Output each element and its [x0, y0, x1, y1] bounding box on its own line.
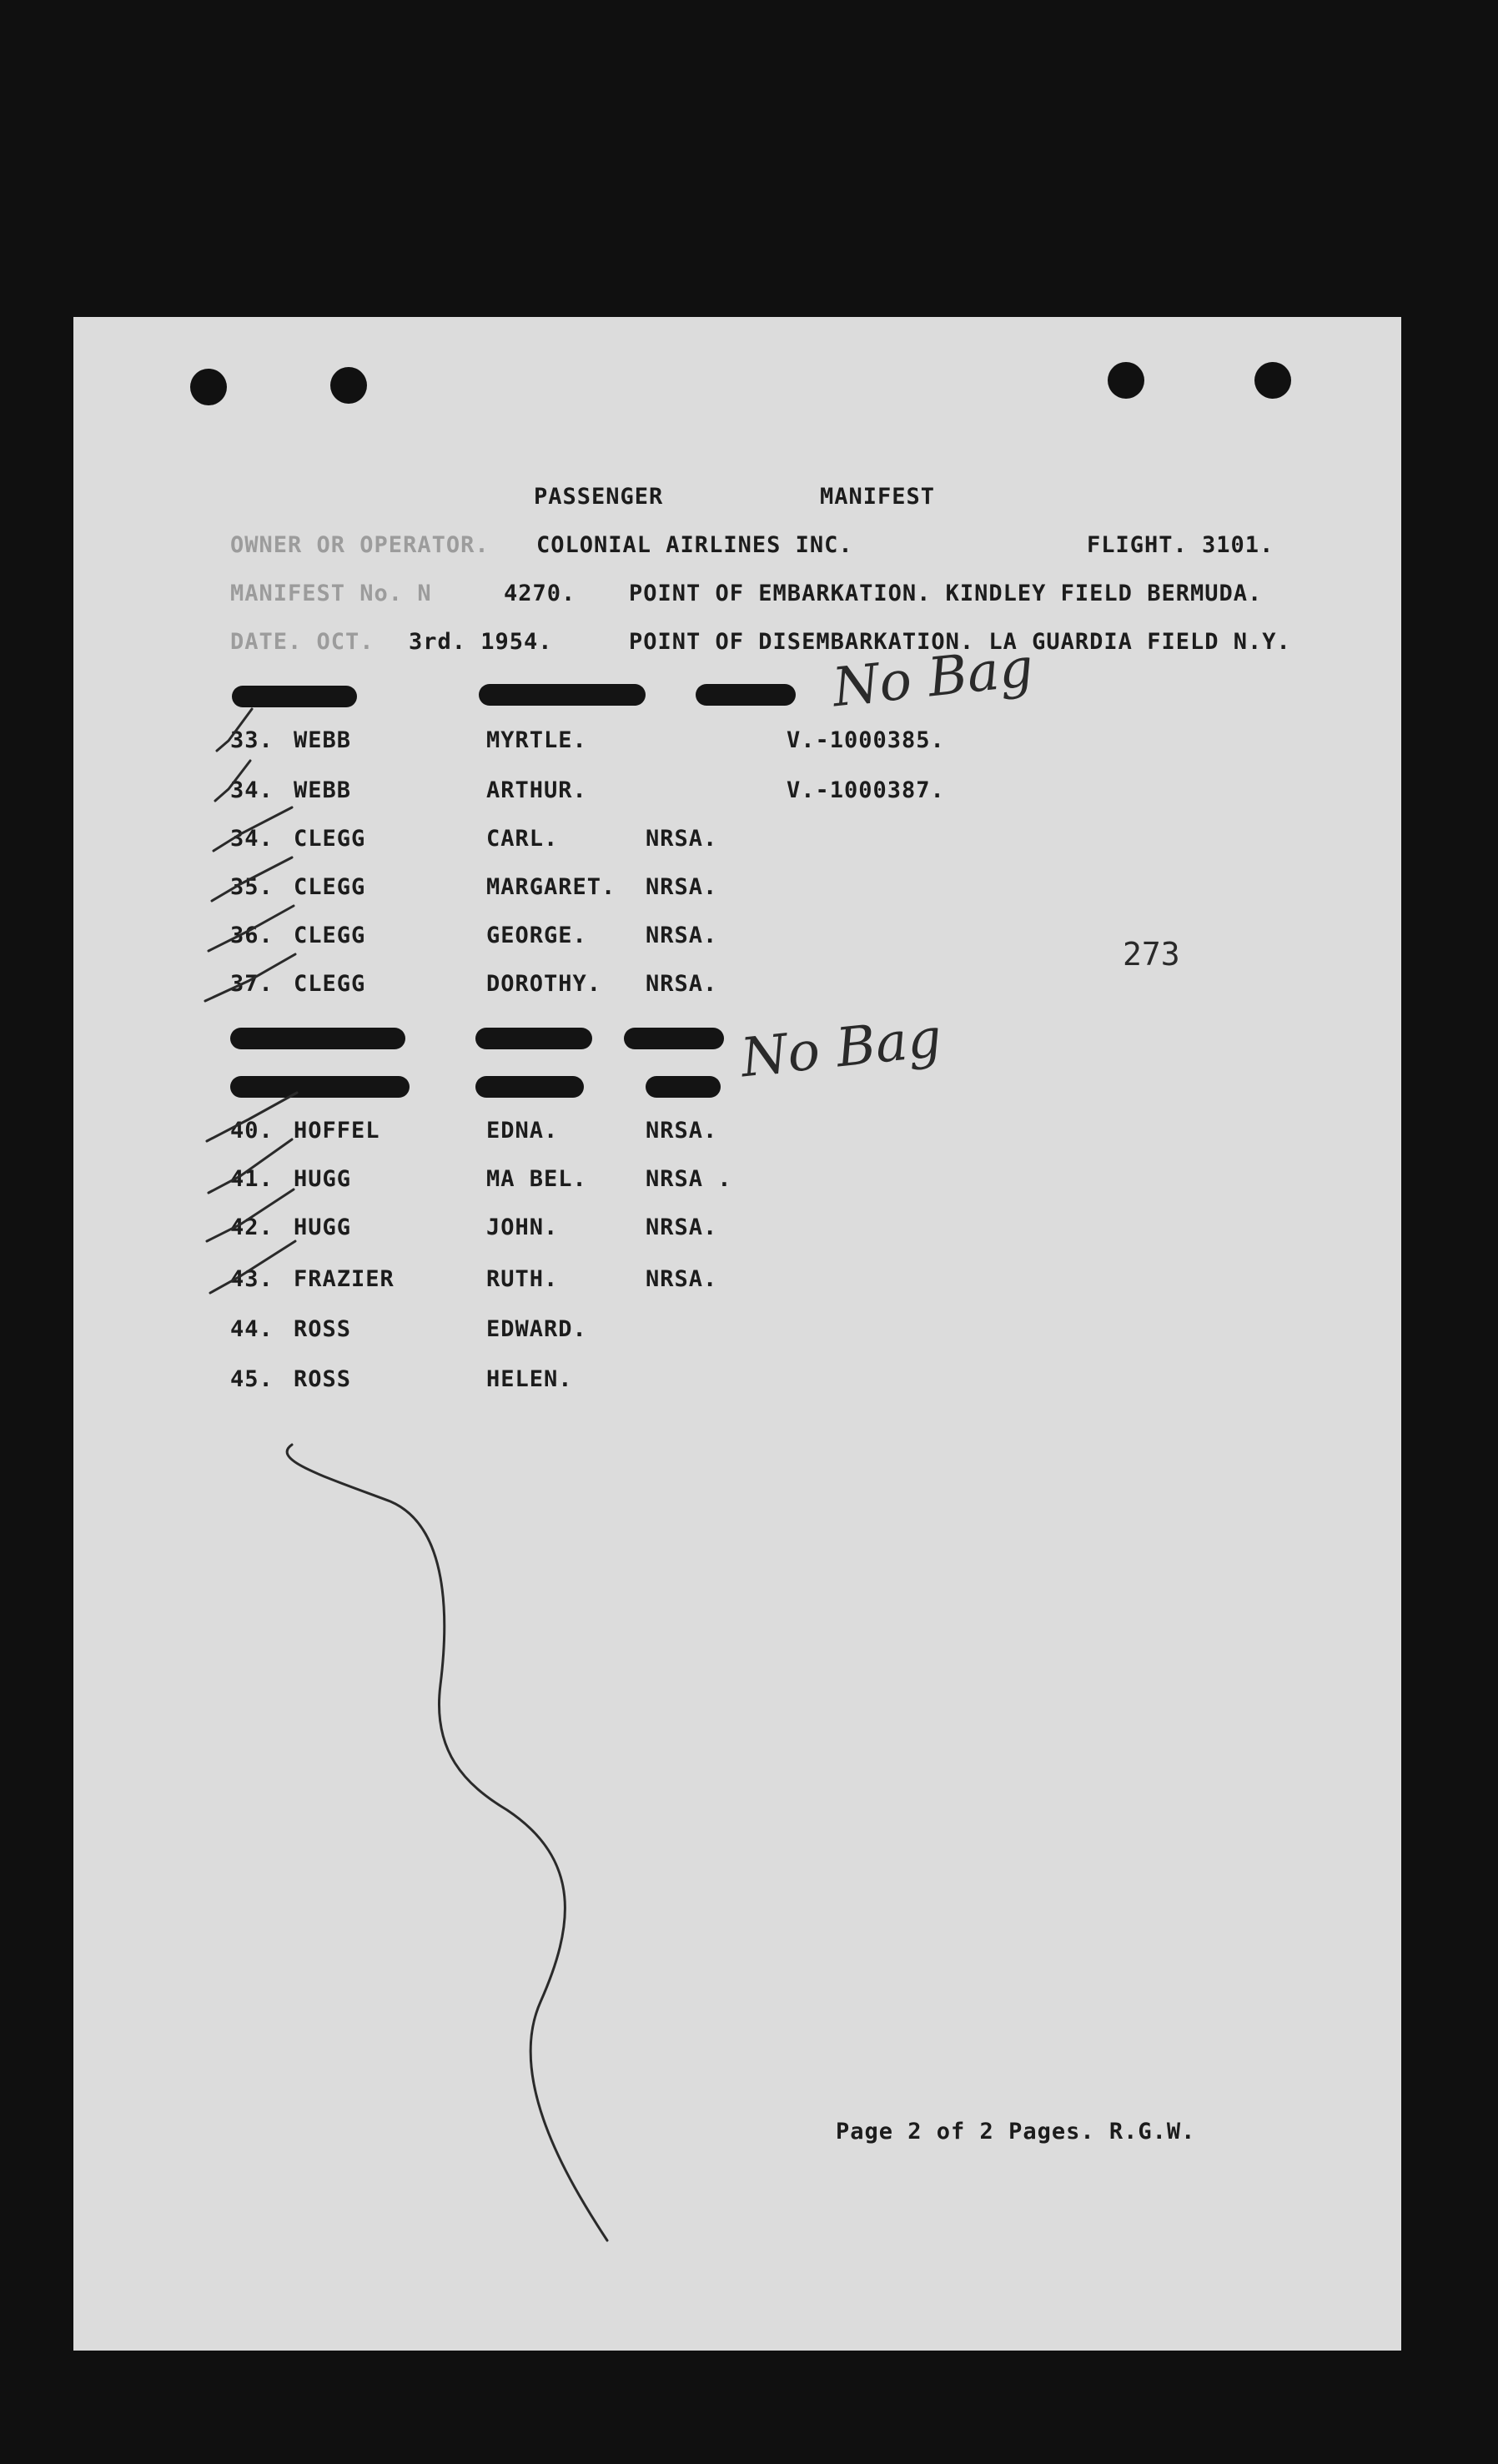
given-name: EDNA. [486, 1118, 559, 1144]
row-number: 34. [230, 777, 274, 803]
status: NRSA. [646, 923, 718, 948]
status: NRSA. [646, 1266, 718, 1292]
check-mark [212, 857, 292, 901]
given-name: MA BEL. [486, 1166, 587, 1192]
row-number: 44. [230, 1316, 274, 1342]
page-stamp-number: 273 [1123, 936, 1180, 973]
check-mark [207, 1189, 294, 1241]
title-manifest: MANIFEST [820, 484, 936, 510]
status: NRSA. [646, 874, 718, 900]
row-number: 35. [230, 874, 274, 900]
status: NRSA. [646, 1214, 718, 1240]
page-footer: Page 2 of 2 Pages. R.G.W. [836, 2119, 1196, 2145]
row-number: 37. [230, 971, 274, 997]
date-label: DATE. OCT. [230, 629, 389, 655]
given-name: GEORGE. [486, 923, 587, 948]
pen-marks [73, 317, 1401, 2351]
given-name: RUTH. [486, 1266, 559, 1292]
status: NRSA. [646, 971, 718, 997]
manifest-label: MANIFEST No. N [230, 581, 432, 606]
surname: CLEGG [294, 923, 366, 948]
check-mark [205, 954, 295, 1001]
manifest-number: 4270. [504, 581, 576, 606]
status: NRSA. [646, 1118, 718, 1144]
given-name: JOHN. [486, 1214, 559, 1240]
carrier-name: COLONIAL AIRLINES INC. [536, 532, 853, 558]
given-name: DOROTHY. [486, 971, 602, 997]
check-mark [215, 761, 250, 801]
surname: FRAZIER [294, 1266, 395, 1292]
visa-number: V.-1000387. [787, 777, 945, 803]
surname: HUGG [294, 1214, 352, 1240]
date-value: 3rd. 1954. [409, 629, 553, 655]
surname: HUGG [294, 1166, 352, 1192]
manifest-page [73, 317, 1401, 2351]
squiggle-line [287, 1445, 607, 2240]
surname: CLEGG [294, 826, 366, 852]
handwritten-no-bag: No Bag [829, 636, 1037, 720]
surname: ROSS [294, 1316, 352, 1342]
row-number: 33. [230, 727, 274, 753]
check-mark [207, 1093, 297, 1141]
row-number: 45. [230, 1366, 274, 1392]
row-number: 34. [230, 826, 274, 852]
status: NRSA. [646, 826, 718, 852]
check-mark [214, 807, 292, 851]
row-number: 40. [230, 1118, 274, 1144]
status: NRSA . [646, 1166, 732, 1192]
row-number: 36. [230, 923, 274, 948]
surname: CLEGG [294, 971, 366, 997]
row-number: 42. [230, 1214, 274, 1240]
surname: WEBB [294, 777, 352, 803]
given-name: EDWARD. [486, 1316, 587, 1342]
surname: HOFFEL [294, 1118, 380, 1144]
surname: ROSS [294, 1366, 352, 1392]
handwritten-no-bag: No Bag [737, 1007, 945, 1090]
row-number: 41. [230, 1166, 274, 1192]
flight-number: FLIGHT. 3101. [1087, 532, 1274, 558]
check-mark [217, 709, 252, 751]
row-number: 43. [230, 1266, 274, 1292]
disembarkation-point: POINT OF DISEMBARKATION. LA GUARDIA FIELD N.Y. [629, 629, 1291, 655]
given-name: CARL. [486, 826, 559, 852]
given-name: ARTHUR. [486, 777, 587, 803]
surname: WEBB [294, 727, 352, 753]
check-mark [209, 906, 294, 951]
given-name: HELEN. [486, 1366, 573, 1392]
embarkation-point: POINT OF EMBARKATION. KINDLEY FIELD BERMUDA. [629, 581, 1263, 606]
check-mark [210, 1241, 295, 1293]
given-name: MYRTLE. [486, 727, 587, 753]
given-name: MARGARET. [486, 874, 616, 900]
surname: CLEGG [294, 874, 366, 900]
check-mark [209, 1139, 292, 1193]
title-passenger: PASSENGER [534, 484, 664, 510]
carrier-label: OWNER OR OPERATOR. [230, 532, 490, 558]
visa-number: V.-1000385. [787, 727, 945, 753]
